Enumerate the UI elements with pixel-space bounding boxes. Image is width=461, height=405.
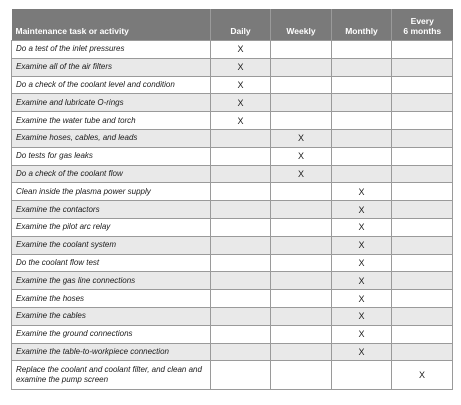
mark-cell-six-months (392, 254, 453, 272)
table-row (12, 41, 453, 59)
table-body (12, 41, 453, 390)
mark-cell-six-months (392, 112, 453, 130)
mark-cell-six-months (392, 272, 453, 290)
mark-cell-weekly (271, 343, 332, 361)
mark-cell-weekly (271, 325, 332, 343)
column-header-six-months-label: Every 6 months (403, 16, 442, 36)
mark-cell-daily (211, 272, 271, 290)
mark-cell-weekly (271, 112, 332, 130)
mark-cell-daily (211, 218, 271, 236)
mark-cell-six-months (392, 76, 453, 94)
task-cell: Examine the hoses (12, 290, 211, 308)
task-cell: Examine the pilot arc relay (12, 218, 211, 236)
column-header-monthly: Monthly (332, 9, 392, 41)
mark-cell-daily: X (211, 76, 271, 94)
table-row (12, 290, 453, 308)
mark-cell-daily (211, 343, 271, 361)
mark-cell-monthly: X (332, 307, 392, 325)
mark-cell-monthly (332, 165, 392, 183)
mark-cell-daily (211, 361, 271, 390)
task-cell: Clean inside the plasma power supply (12, 183, 211, 201)
task-cell: Examine and lubricate O-rings (12, 94, 211, 112)
mark-cell-monthly: X (332, 325, 392, 343)
table-row (12, 112, 453, 130)
table-row (12, 254, 453, 272)
mark-cell-daily (211, 290, 271, 308)
mark-cell-weekly: X (271, 129, 332, 147)
mark-cell-six-months (392, 183, 453, 201)
task-cell: Examine the water tube and torch (12, 112, 211, 130)
task-cell: Examine the coolant system (12, 236, 211, 254)
mark-cell-daily (211, 129, 271, 147)
mark-cell-six-months (392, 290, 453, 308)
task-cell: Do the coolant flow test (12, 254, 211, 272)
task-cell: Examine the cables (12, 307, 211, 325)
table-row (12, 147, 453, 165)
mark-cell-daily (211, 325, 271, 343)
task-cell: Replace the coolant and coolant filter, and clean and examine the pump screen (12, 361, 211, 390)
table-row (12, 272, 453, 290)
column-header-six-months (392, 9, 453, 41)
table-row (12, 343, 453, 361)
mark-cell-weekly: X (271, 147, 332, 165)
task-cell: Examine the contactors (12, 201, 211, 219)
table-row (12, 236, 453, 254)
mark-cell-monthly (332, 361, 392, 390)
column-header-task: Maintenance task or activity (12, 9, 211, 41)
task-cell: Examine all of the air filters (12, 58, 211, 76)
mark-cell-monthly (332, 147, 392, 165)
mark-cell-weekly (271, 76, 332, 94)
table-row (12, 218, 453, 236)
table-row (12, 76, 453, 94)
mark-cell-weekly (271, 290, 332, 308)
task-cell: Examine the ground connections (12, 325, 211, 343)
mark-cell-six-months (392, 129, 453, 147)
mark-cell-six-months: X (392, 361, 453, 390)
table-row (12, 94, 453, 112)
table-row (12, 307, 453, 325)
table-row (12, 58, 453, 76)
mark-cell-monthly (332, 41, 392, 59)
task-cell: Do a check of the coolant level and condition (12, 76, 211, 94)
table-row (12, 129, 453, 147)
mark-cell-weekly (271, 272, 332, 290)
mark-cell-six-months (392, 147, 453, 165)
table-row (12, 361, 453, 390)
mark-cell-six-months (392, 325, 453, 343)
mark-cell-monthly (332, 129, 392, 147)
mark-cell-daily: X (211, 58, 271, 76)
mark-cell-six-months (392, 218, 453, 236)
mark-cell-daily: X (211, 41, 271, 59)
mark-cell-monthly: X (332, 290, 392, 308)
mark-cell-daily (211, 236, 271, 254)
mark-cell-weekly (271, 201, 332, 219)
mark-cell-daily: X (211, 112, 271, 130)
mark-cell-monthly (332, 94, 392, 112)
mark-cell-monthly: X (332, 218, 392, 236)
column-header-weekly: Weekly (271, 9, 332, 41)
mark-cell-weekly (271, 183, 332, 201)
mark-cell-weekly (271, 218, 332, 236)
mark-cell-monthly: X (332, 254, 392, 272)
mark-cell-weekly: X (271, 165, 332, 183)
task-cell: Examine the table-to-workpiece connection (12, 343, 211, 361)
table-row (12, 325, 453, 343)
mark-cell-daily (211, 147, 271, 165)
task-cell: Do a test of the inlet pressures (12, 41, 211, 59)
mark-cell-weekly (271, 236, 332, 254)
table-header-row (12, 9, 453, 41)
mark-cell-six-months (392, 58, 453, 76)
mark-cell-six-months (392, 201, 453, 219)
mark-cell-daily (211, 201, 271, 219)
task-cell: Examine the gas line connections (12, 272, 211, 290)
maintenance-table (11, 9, 453, 390)
task-cell: Do tests for gas leaks (12, 147, 211, 165)
mark-cell-monthly: X (332, 183, 392, 201)
mark-cell-daily (211, 254, 271, 272)
mark-cell-monthly (332, 76, 392, 94)
mark-cell-six-months (392, 307, 453, 325)
mark-cell-weekly (271, 41, 332, 59)
mark-cell-six-months (392, 94, 453, 112)
task-cell: Examine hoses, cables, and leads (12, 129, 211, 147)
mark-cell-monthly: X (332, 272, 392, 290)
mark-cell-weekly (271, 361, 332, 390)
mark-cell-daily: X (211, 94, 271, 112)
mark-cell-weekly (271, 307, 332, 325)
mark-cell-weekly (271, 58, 332, 76)
mark-cell-daily (211, 183, 271, 201)
mark-cell-daily (211, 307, 271, 325)
task-cell: Do a check of the coolant flow (12, 165, 211, 183)
column-header-daily: Daily (211, 9, 271, 41)
mark-cell-six-months (392, 165, 453, 183)
mark-cell-monthly: X (332, 236, 392, 254)
mark-cell-monthly (332, 58, 392, 76)
mark-cell-weekly (271, 254, 332, 272)
table-row (12, 201, 453, 219)
mark-cell-six-months (392, 343, 453, 361)
mark-cell-daily (211, 165, 271, 183)
table-row (12, 183, 453, 201)
mark-cell-monthly (332, 112, 392, 130)
mark-cell-monthly: X (332, 201, 392, 219)
mark-cell-weekly (271, 94, 332, 112)
mark-cell-monthly: X (332, 343, 392, 361)
maintenance-schedule (11, 9, 452, 390)
table-row (12, 165, 453, 183)
mark-cell-six-months (392, 41, 453, 59)
mark-cell-six-months (392, 236, 453, 254)
